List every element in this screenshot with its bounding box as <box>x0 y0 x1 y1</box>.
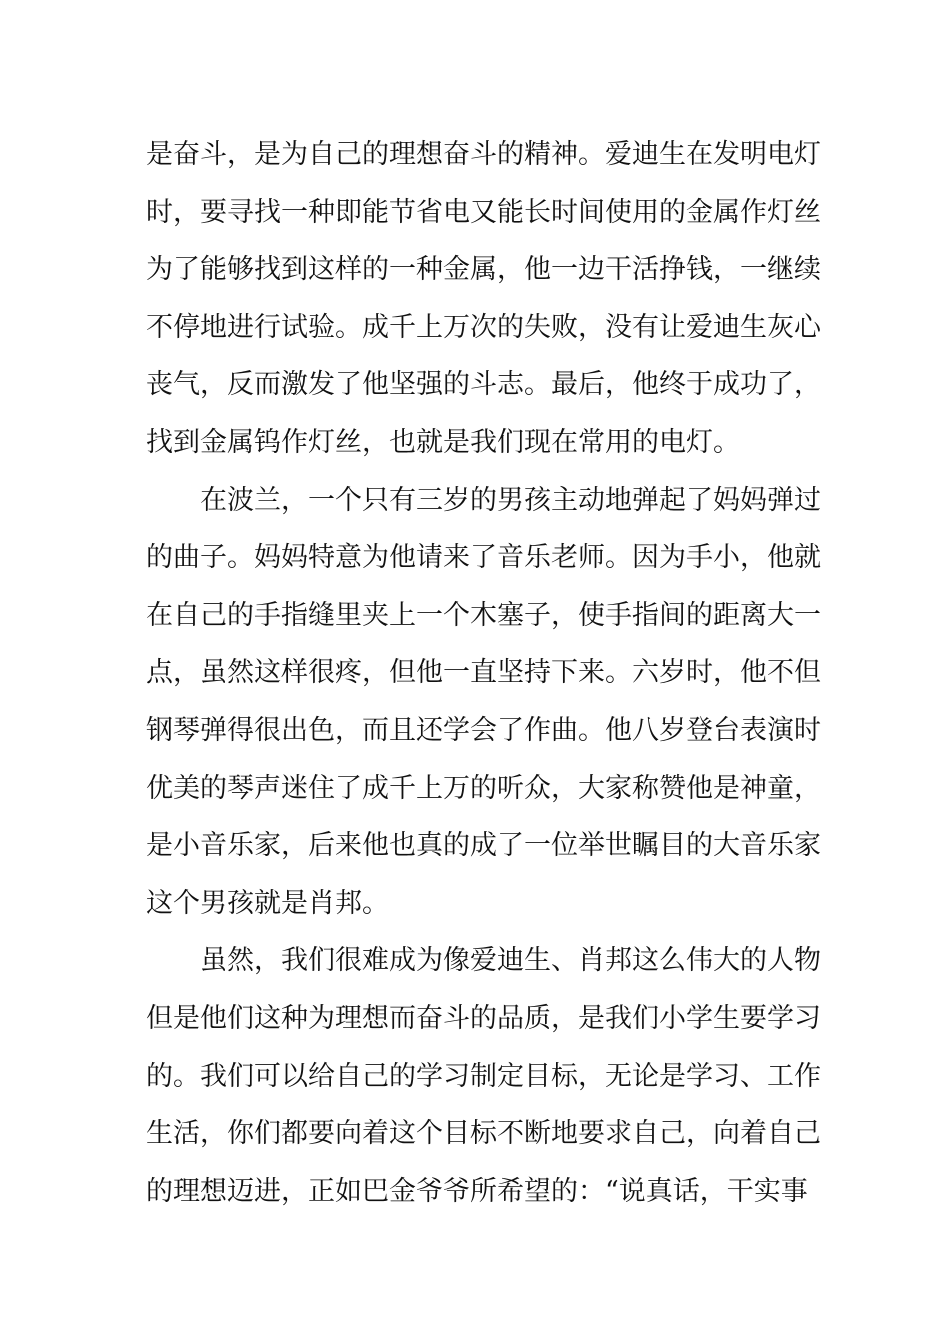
text-line: 在自己的手指缝里夹上一个木塞子，使手指间的距离大一 <box>146 599 821 631</box>
text-line: 钢琴弹得很出色，而且还学会了作曲。他八岁登台表演时 <box>146 714 821 746</box>
text-line: 为了能够找到这样的一种金属，他一边干活挣钱，一继续 <box>146 254 821 286</box>
text-line: 不停地进行试验。成千上万次的失败，没有让爱迪生灰心 <box>146 311 821 343</box>
text-line: 生活，你们都要向着这个目标不断地要求自己，向着自己 <box>146 1118 821 1150</box>
text-line: 是奋斗，是为自己的理想奋斗的精神。爱迪生在发明电灯 <box>146 139 821 170</box>
text-line: 丧气，反而激发了他坚强的斗志。最后，他终于成功了， <box>146 369 821 401</box>
text-line: 在波兰，一个只有三岁的男孩主动地弹起了妈妈弹过 <box>200 484 821 516</box>
text-line: 点，虽然这样很疼，但他一直坚持下来。六岁时，他不但 <box>146 657 821 689</box>
text-line: 的曲子。妈妈特意为他请来了音乐老师。因为手小，他就 <box>146 542 821 574</box>
text-line: 优美的琴声迷住了成千上万的听众，大家称赞他是神童， <box>146 772 821 804</box>
text-line: 找到金属钨作灯丝，也就是我们现在常用的电灯。 <box>146 426 740 458</box>
text-line: 这个男孩就是肖邦。 <box>146 887 389 919</box>
body-text <box>146 126 821 1220</box>
text-line: 的理想迈进，正如巴金爷爷所希望的：“说真话，干实事 <box>146 1175 808 1207</box>
text-line: 时，要寻找一种即能节省电又能长时间使用的金属作灯丝 <box>146 196 821 228</box>
text-line: 但是他们这种为理想而奋斗的品质，是我们小学生要学习 <box>146 1002 821 1034</box>
paragraph-conclusion <box>146 932 821 1220</box>
paragraph-chopin <box>146 472 821 933</box>
text-line: 虽然，我们很难成为像爱迪生、肖邦这么伟大的人物 <box>200 945 821 977</box>
text-line: 是小音乐家，后来他也真的成了一位举世瞩目的大音乐家 <box>146 830 821 862</box>
paragraph-edison <box>146 126 821 472</box>
text-line: 的。我们可以给自己的学习制定目标，无论是学习、工作 <box>146 1060 821 1092</box>
